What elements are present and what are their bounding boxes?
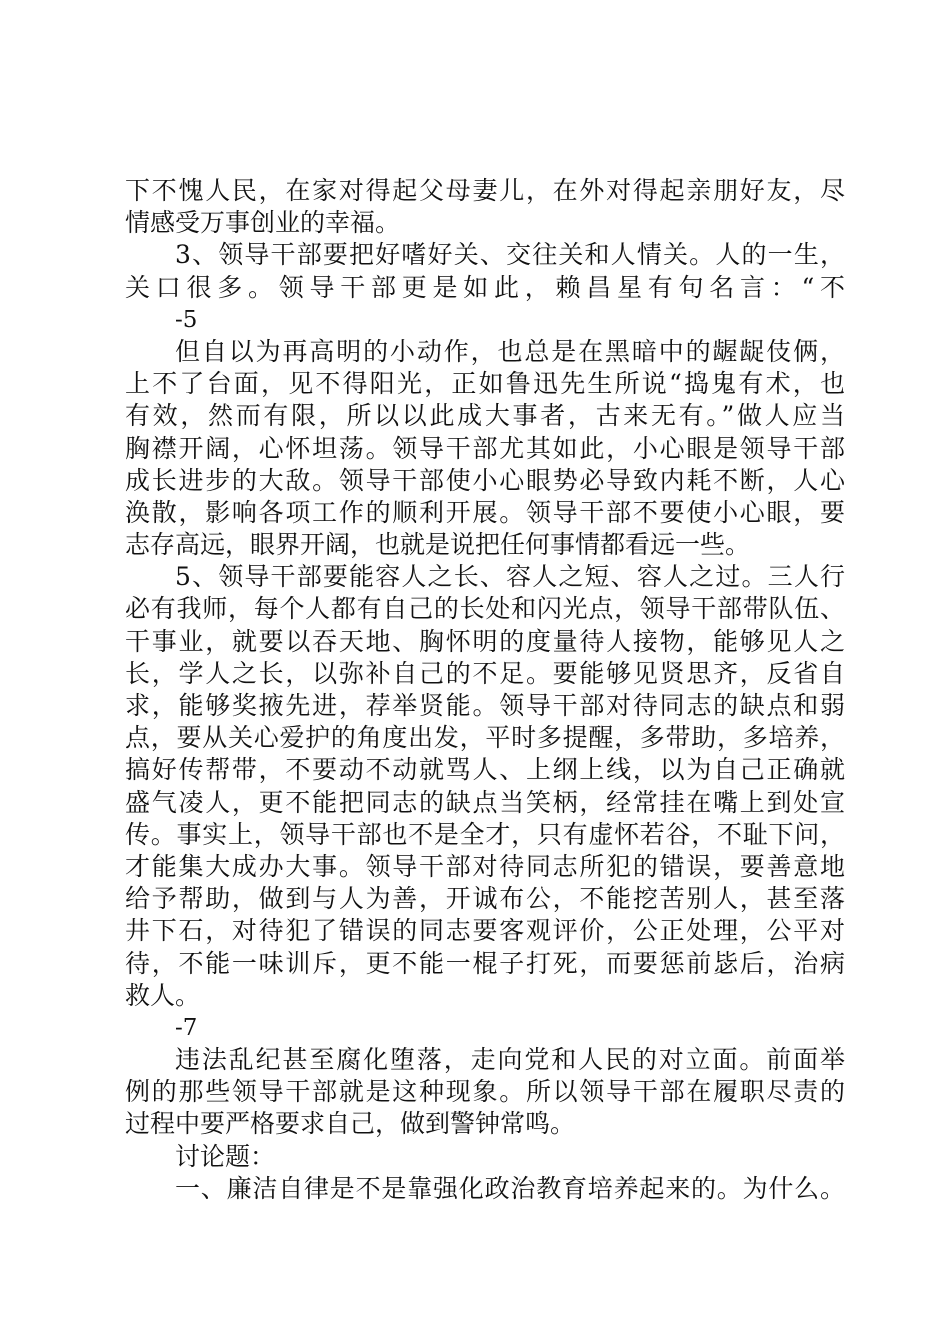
text-line: 求，能够奖掖先进，荐举贤能。领导干部对待同志的缺点和弱 (125, 691, 845, 720)
text-line: 关口很多。领导干部更是如此，赖昌星有句名言：“不 (125, 272, 845, 302)
text-line: 盛气凌人，更不能把同志的缺点当笑柄，经常挂在嘴上到处宣 (125, 787, 845, 817)
text-line: 搞好传帮带，不要动不动就骂人、上纲上线，以为自己正确就 (125, 755, 845, 785)
text-line: 但自以为再高明的小动作，也总是在黑暗中的龌龊伎俩， (175, 336, 845, 366)
text-line: 传。事实上，领导干部也不是全才，只有虚怀若谷，不耻下问， (125, 819, 845, 849)
page-marker: -7 (175, 1014, 198, 1041)
text-line: 井下石，对待犯了错误的同志要客观评价，公正处理，公平对 (125, 916, 845, 946)
text-line: 过程中要严格要求自己，做到警钟常鸣。 (125, 1109, 576, 1139)
section-heading: 讨论题： (175, 1141, 276, 1171)
text-line: 情感受万事创业的幸福。 (125, 208, 401, 238)
text-line: 一、廉洁自律是不是靠强化政治教育培养起来的。为什么。 (175, 1173, 845, 1203)
text-line: 5、领导干部要能容人之长、容人之短、容人之过。三人行 (175, 562, 845, 592)
text-line: 必有我师，每个人都有自己的长处和闪光点，领导干部带队伍、 (125, 594, 845, 624)
text-line: 有效，然而有限，所以以此成大事者，古来无有。”做人应当 (125, 401, 845, 431)
text-line: 涣散，影响各项工作的顺利开展。领导干部不要使小心眼，要 (125, 497, 845, 527)
text-line: 3、领导干部要把好嗜好关、交往关和人情关。人的一生， (175, 240, 845, 270)
text-line: 胸襟开阔，心怀坦荡。领导干部尤其如此，小心眼是领导干部 (125, 433, 845, 463)
text-line: 长，学人之长，以弥补自己的不足。要能够见贤思齐，反省自 (125, 658, 845, 688)
text-line: 下不愧人民，在家对得起父母妻儿，在外对得起亲朋好友，尽 (125, 176, 845, 205)
text-line: 成长进步的大敌。领导干部使小心眼势必导致内耗不断，人心 (125, 465, 845, 495)
text-line: 违法乱纪甚至腐化堕落，走向党和人民的对立面。前面举 (175, 1045, 845, 1075)
text-line: 待，不能一味训斥，更不能一棍子打死，而要惩前毖后，治病 (125, 948, 845, 978)
text-line: 给予帮助，做到与人为善，开诚布公，不能挖苦别人，甚至落 (125, 884, 845, 914)
text-line: 才能集大成办大事。领导干部对待同志所犯的错误，要善意地 (125, 851, 845, 881)
text-line: 上不了台面，见不得阳光，正如鲁迅先生所说“捣鬼有术，也 (125, 369, 845, 399)
text-line: 救人。 (125, 980, 201, 1010)
text-line: 点，要从关心爱护的角度出发，平时多提醒，多带助，多培养， (125, 723, 845, 753)
text-line: 志存高远，眼界开阔，也就是说把任何事情都看远一些。 (125, 530, 751, 560)
text-line: 干事业，就要以吞天地、胸怀明的度量待人接物，能够见人之 (125, 626, 845, 656)
document-page (125, 175, 845, 1205)
page-marker: -5 (175, 306, 198, 333)
text-line: 例的那些领导干部就是这种现象。所以领导干部在履职尽责的 (125, 1077, 845, 1107)
